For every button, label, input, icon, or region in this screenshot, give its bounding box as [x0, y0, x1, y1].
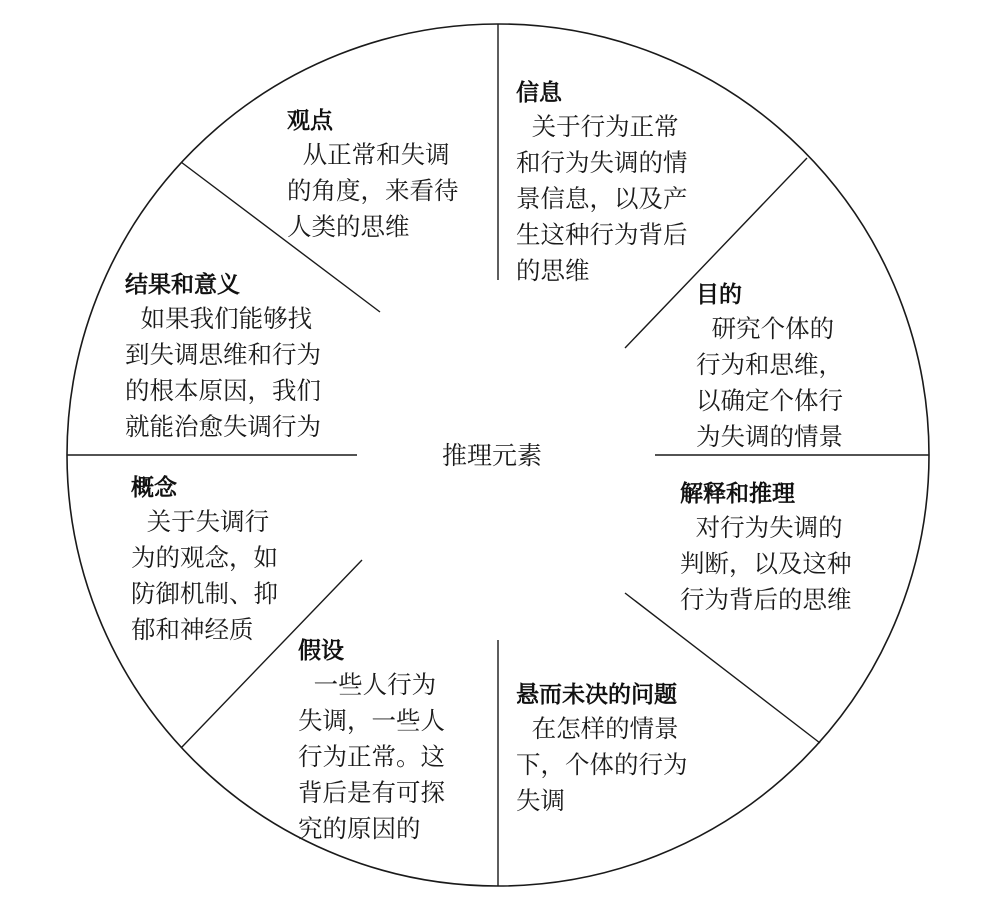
segment-interpretation	[680, 479, 852, 618]
segment-line: 的思维	[516, 256, 590, 285]
segment-line: 郁和神经质	[131, 615, 254, 644]
segment-concept	[131, 473, 278, 648]
segment-title: 假设	[298, 638, 344, 664]
segment-line: 关于行为正常	[516, 112, 679, 141]
segment-line: 关于失调行	[131, 507, 270, 536]
segment-line: 一些人行为	[298, 670, 437, 699]
segment-line: 景信息，以及产	[516, 184, 688, 213]
segment-line: 生这种行为背后	[516, 220, 688, 249]
segment-line: 对行为失调的	[680, 513, 843, 542]
segment-line: 下，个体的行为	[516, 750, 688, 779]
segment-line: 的角度，来看待	[287, 176, 459, 205]
segment-viewpoint	[287, 106, 459, 245]
segment-line: 判断，以及这种	[680, 549, 852, 578]
segment-assumption	[298, 636, 445, 847]
segment-line: 防御机制、抑	[131, 579, 278, 608]
segment-line: 行为正常。这	[298, 742, 445, 771]
segment-line: 行为和思维，	[696, 350, 843, 379]
segment-line: 和行为失调的情	[516, 148, 688, 177]
segment-line: 以确定个体行	[696, 386, 843, 415]
segment-question	[516, 680, 688, 819]
segment-line: 失调	[516, 786, 565, 815]
segment-line: 为的观念，如	[131, 543, 278, 572]
segment-information	[516, 78, 688, 289]
segment-line: 从正常和失调	[287, 140, 450, 169]
segment-line: 背后是有可探	[298, 778, 445, 807]
segment-line: 在怎样的情景	[516, 714, 679, 743]
segment-line: 研究个体的	[696, 314, 835, 343]
segment-line: 究的原因的	[298, 814, 421, 843]
segment-title: 目的	[696, 282, 742, 308]
segment-title: 悬而未决的问题	[516, 682, 677, 708]
segment-title: 概念	[131, 475, 177, 501]
segment-purpose	[696, 280, 843, 455]
segment-line: 就能治愈失调行为	[125, 412, 321, 441]
segment-title: 解释和推理	[680, 481, 795, 507]
segment-title: 结果和意义	[125, 272, 240, 298]
segment-line: 行为背后的思维	[680, 585, 852, 614]
segment-consequence	[125, 270, 321, 445]
segment-line: 失调，一些人	[298, 706, 445, 735]
segment-line: 到失调思维和行为	[125, 340, 321, 369]
segment-title: 信息	[516, 80, 562, 106]
center-label: 推理元素	[442, 441, 543, 470]
segment-line: 如果我们能够找	[125, 304, 313, 333]
segment-line: 为失调的情景	[696, 422, 843, 451]
segment-title: 观点	[287, 108, 333, 134]
segment-line: 人类的思维	[287, 212, 410, 241]
segment-line: 的根本原因，我们	[125, 376, 321, 405]
